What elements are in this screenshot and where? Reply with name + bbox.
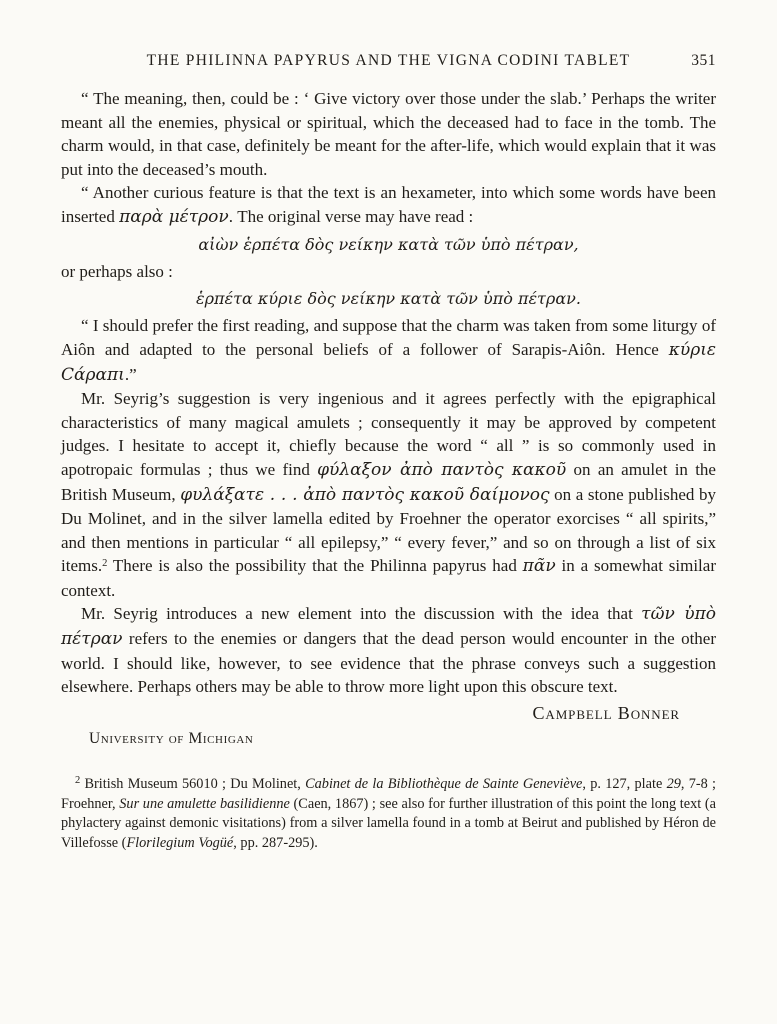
greek-text: τῶν ὑπὸ πέτραν <box>61 604 717 650</box>
paragraph-first-reading <box>61 314 716 387</box>
greek-text: κύριε Cάραπι <box>61 339 716 385</box>
footnote-marker: 2 <box>75 775 81 787</box>
italic-text: Sur une amulette basilidienne <box>119 795 290 812</box>
text-run: “ I should prefer the first reading, and suppose that the charm was taken from some liturgy of Aiôn and adapted to the personal beliefs of a follower of Sarapis-Aiôn. Hence <box>61 316 716 359</box>
text-run: . The original verse may have read : <box>228 206 474 226</box>
greek-text: αἰὼν ἑρπέτα δὸς νείκην κατὰ τῶν ὑπὸ πέτραν, <box>198 234 579 254</box>
greek-verse-line-2 <box>61 287 716 311</box>
text-run: (Caen, 1867) ; see also for further illustration of this point the long text (a phylactery against demonic visitations) from a silver lamella found in a tomb at Beirut and published by Héron de Villefosse ( <box>61 795 717 851</box>
footnote-marker: 2 <box>102 558 108 570</box>
page-body <box>61 87 716 853</box>
text-run: “ Another curious feature is that the text is an hexameter, into which some words have been inserted <box>61 183 716 226</box>
text-run: British Museum 56010 ; Du Molinet, <box>80 776 306 793</box>
author-affiliation <box>89 727 716 751</box>
author-signature <box>61 702 716 726</box>
footnote-2 <box>61 775 716 853</box>
text-run: “ The meaning, then, could be : ‘ Give victory over those under the slab.’ Perhaps the writer meant all the enemies, physical or spiritual, which the deceased had to face in the tomb. The charm would, in that case, definitely be meant for the after-life, which would explain that it was put into the deceased’s mouth. <box>61 89 716 179</box>
paragraph-seyrig-suggestion <box>61 387 716 602</box>
text-run: Mr. Seyrig introduces a new element into the discussion with the idea that <box>81 604 642 624</box>
paragraph-new-element <box>61 602 716 698</box>
text-run: , 7-8 ; Froehner, <box>61 776 716 812</box>
text-run: , p. 127, plate <box>582 776 667 793</box>
text-run: on an amulet in the British Museum, <box>61 459 716 504</box>
text-run: , pp. 287-295). <box>233 834 318 851</box>
text-run: on a stone published by Du Molinet, and in the silver lamella edited by Froehner the operator exorcises “ all spirits,” and then mentions in particular “ all epilepsy,” “ every fever,” and so on through a list of six items. <box>61 484 716 576</box>
text-run: in a somewhat similar context. <box>61 556 716 600</box>
text-run: Mr. Seyrig’s suggestion is very ingenious and it agrees perfectly with the epigraphical characteristics of many magical amulets ; consequently it may be approved by competent judges. I hesitate to accept it, chiefly because the word “ all ” is so commonly used in apotropaic formulas ; thus we find <box>61 389 716 479</box>
page-number: 351 <box>691 52 716 69</box>
text-run: University of Michigan <box>89 730 254 748</box>
text-run: refers to the enemies or dangers that the dead person would encounter in the other world. I should like, however, to see evidence that the phrase conveys such a suggestion elsewhere. Perhaps others may be able to throw more light upon this obscure text. <box>61 629 716 697</box>
paragraph-or-perhaps <box>61 260 716 284</box>
greek-text: παρὰ μέτρον <box>119 206 229 227</box>
text-run: Campbell Bonner <box>532 702 680 723</box>
page-header <box>61 52 716 70</box>
italic-text: 29 <box>666 776 681 793</box>
greek-text: πᾶν <box>522 556 556 577</box>
italic-text: Cabinet de la Bibliothèque de Sainte Geneviève <box>305 776 583 793</box>
text-run: or perhaps also : <box>61 262 173 282</box>
paragraph-meaning <box>61 87 716 181</box>
greek-text: ἑρπέτα κύριε δὸς νείκην κατὰ τῶν ὑπὸ πέτραν. <box>196 288 581 308</box>
greek-text: φύλαξον ἀπὸ παντὸς κακοῦ <box>317 459 567 480</box>
greek-text: φυλάξατε . . . ἀπὸ παντὸς κακοῦ δαίμονος <box>180 484 550 505</box>
running-title: THE PHILINNA PAPYRUS AND THE VIGNA CODINI TABLET <box>146 52 631 69</box>
text-run: There is also the possibility that the Philinna papyrus had <box>107 556 523 576</box>
paragraph-hexameter <box>61 181 716 229</box>
greek-verse-line-1 <box>61 233 716 257</box>
text-run: .” <box>124 364 137 384</box>
italic-text: Florilegium Vogüé <box>126 834 234 851</box>
